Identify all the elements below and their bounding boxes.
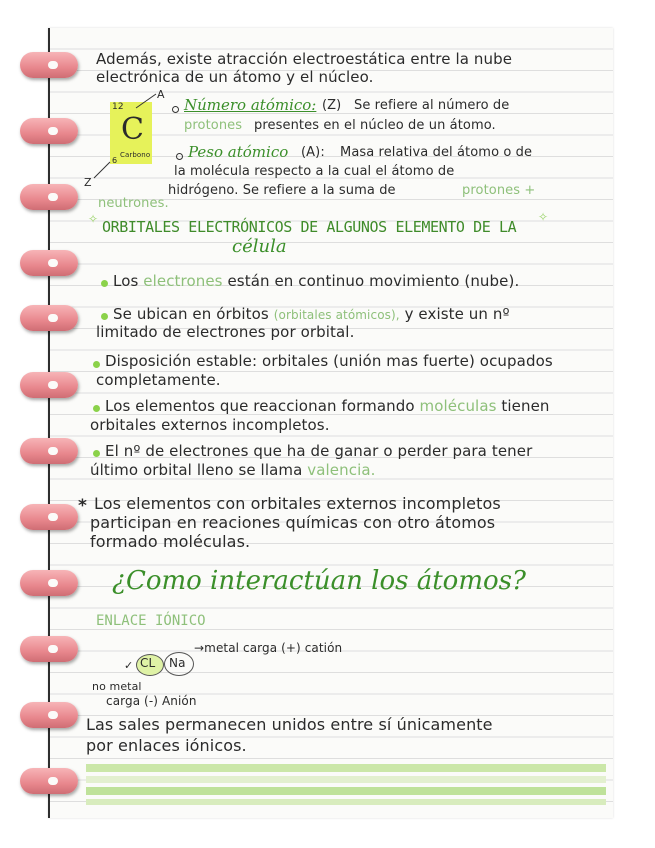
bullet-5: El nº de electrones que ha de ganar o perder para tener [105, 442, 533, 460]
bullet-dot-icon [93, 405, 100, 412]
binder-ring [20, 702, 78, 728]
star-icon: * [78, 496, 87, 516]
element-arrows [88, 90, 158, 185]
element-symbol: C [121, 112, 145, 147]
enlace-title: ENLACE IÓNICO [96, 613, 206, 629]
section-title: ORBITALES ELECTRÓNICOS DE ALGUNOS ELEMENTO DE LA [102, 218, 517, 236]
decorative-stripe [86, 764, 606, 772]
numero-atomico-text-2: presentes en el núcleo de un átomo. [254, 118, 496, 133]
circle-bullet-icon [172, 106, 179, 113]
peso-atomico-highlight-neutrones: neutrones. [98, 196, 169, 211]
na-label: Na [169, 656, 186, 670]
binder-ring [20, 52, 78, 78]
conclusion-line-1: Las sales permanecen unidos entre sí únicamente [86, 715, 493, 734]
binder-ring [20, 250, 78, 276]
bullet-2-highlight: (orbitales atómicos), [273, 308, 400, 322]
peso-atomico-symbol: (A): [301, 145, 325, 160]
binder-ring [20, 184, 78, 210]
note-line-3: formado moléculas. [90, 532, 251, 551]
bullet-4 [105, 397, 550, 415]
bullet-5-line-2 [90, 461, 376, 479]
bullet-4-line-2: orbitales externos incompletos. [90, 416, 330, 434]
bullet-2-line-2: limitado de electrones por orbital. [96, 323, 355, 341]
note-line-1: Los elementos con orbitales externos incompletos [94, 494, 501, 513]
bullet-1-highlight: electrones [143, 272, 223, 290]
peso-atomico-heading: Peso atómico [188, 143, 289, 161]
bullet-4-text-2: tienen [501, 397, 550, 415]
bullet-1-text: Los [113, 272, 139, 290]
binder-ring [20, 438, 78, 464]
note-line-2: participan en reaciones químicas con otro átomos [90, 513, 496, 532]
decorative-stripe [86, 787, 606, 795]
bullet-4-text: Los elementos que reaccionan formando [105, 397, 415, 415]
bullet-dot-icon [93, 361, 100, 368]
element-name: Carbono [120, 151, 151, 159]
cl-label: CL [140, 656, 156, 670]
binder-ring [20, 118, 78, 144]
conclusion-line-2: por enlaces iónicos. [86, 736, 247, 755]
bullet-2 [113, 305, 510, 323]
bullet-dot-icon [101, 280, 108, 287]
bullet-2-text: Se ubican en órbitos [113, 305, 269, 323]
bullet-2-text-2: y existe un nº [404, 305, 510, 323]
numero-atomico-heading: Número atómico: [184, 96, 317, 114]
peso-atomico-highlight-protones: protones + [462, 183, 536, 198]
sparkle-icon: ✧ [88, 212, 99, 226]
binder-ring [20, 504, 78, 530]
element-mass: 6 [112, 156, 118, 165]
decorative-stripe [86, 776, 606, 783]
bullet-dot-icon [101, 313, 108, 320]
anion-label: carga (-) Anión [106, 694, 197, 708]
metal-label: →metal carga (+) catión [194, 641, 343, 655]
bullet-3-line-2: completamente. [96, 371, 221, 389]
bullet-4-highlight: moléculas [419, 397, 497, 415]
binder-ring [20, 636, 78, 662]
numero-atomico-text-1: Se refiere al número de [354, 98, 510, 113]
sparkle-icon: ✧ [538, 210, 549, 224]
intro-line-2: electrónica de un átomo y el núcleo. [96, 68, 374, 86]
section-title-cell: célula [232, 236, 287, 257]
bullet-1 [113, 272, 519, 290]
binder-ring [20, 768, 78, 794]
bullet-1-text-2: están en continuo movimiento (nube). [227, 272, 520, 290]
peso-atomico-line-1: Masa relativa del átomo o de [340, 145, 533, 160]
bullet-5-highlight: valencia. [307, 461, 376, 479]
element-atomic-number: 12 [112, 102, 124, 112]
peso-atomico-line-3: hidrógeno. Se refiere a la suma de [168, 183, 396, 198]
check-icon: ✓ [124, 659, 134, 672]
bullet-dot-icon [93, 450, 100, 457]
numero-atomico-symbol: (Z) [322, 98, 342, 113]
circle-bullet-icon [176, 153, 183, 160]
bullet-5-text: último orbital lleno se llama [90, 461, 303, 479]
label-z: Z [84, 176, 92, 189]
question-heading: ¿Como interactúan los átomos? [112, 566, 526, 596]
intro-line-1: Además, existe atracción electroestática entre la nube [96, 50, 513, 68]
binder-ring [20, 305, 78, 331]
margin-line [48, 28, 50, 818]
nometal-label: no metal [92, 680, 142, 693]
peso-atomico-line-2: la molécula respecto a la cual el átomo de [174, 164, 455, 179]
label-a: A [157, 88, 165, 101]
binder-ring [20, 570, 78, 596]
numero-atomico-highlight: protones [184, 118, 243, 133]
binder-ring [20, 372, 78, 398]
bullet-3: Disposición estable: orbitales (unión mas fuerte) ocupados [105, 352, 553, 370]
decorative-stripe [86, 799, 606, 805]
